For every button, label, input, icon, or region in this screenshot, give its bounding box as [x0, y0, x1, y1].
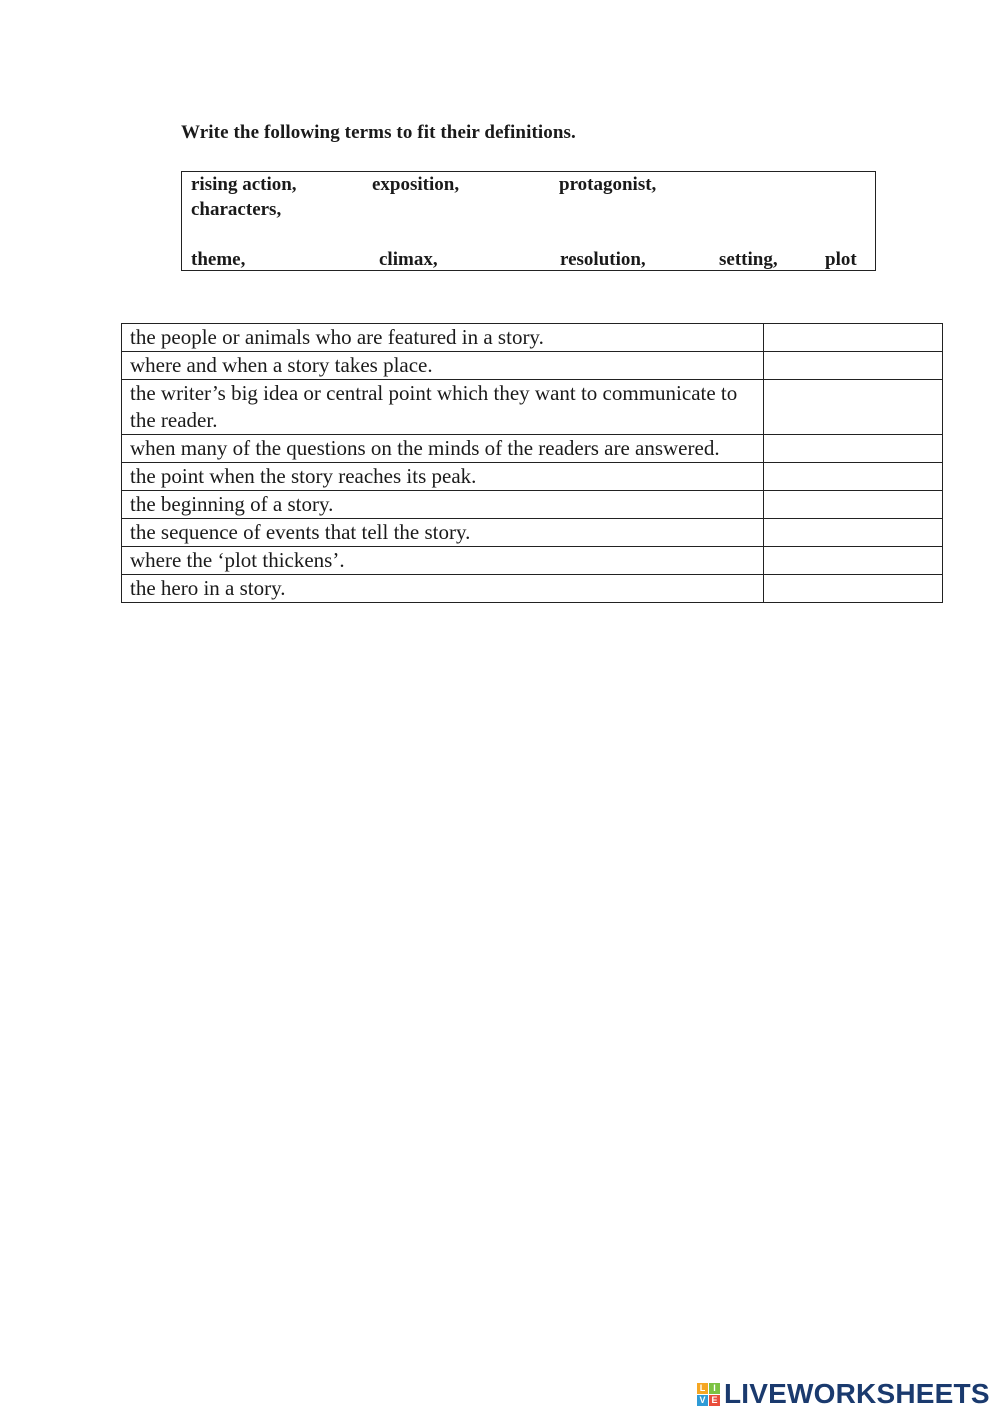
definition-text: the beginning of a story. [122, 491, 764, 519]
logo-mark-cell: V [697, 1395, 708, 1406]
answer-input[interactable] [772, 579, 934, 601]
answer-input[interactable] [772, 467, 934, 489]
logo-mark-cell: L [697, 1383, 708, 1394]
term-theme: theme, [191, 249, 246, 270]
definition-text: where the ‘plot thickens’. [122, 547, 764, 575]
answer-cell[interactable] [764, 380, 943, 435]
definition-text: the writer’s big idea or central point which they want to communicate to the reader. [122, 380, 764, 435]
logo-mark-cell: I [709, 1383, 720, 1394]
answer-input[interactable] [772, 439, 934, 461]
table-row [122, 547, 943, 575]
word-bank-box [181, 171, 876, 271]
answer-cell[interactable] [764, 491, 943, 519]
definition-text: the sequence of events that tell the story. [122, 519, 764, 547]
table-row [122, 463, 943, 491]
answer-input[interactable] [772, 495, 934, 517]
answer-cell[interactable] [764, 352, 943, 380]
answer-cell[interactable] [764, 547, 943, 575]
answer-cell[interactable] [764, 324, 943, 352]
answer-cell[interactable] [764, 463, 943, 491]
term-setting: setting, [719, 249, 778, 270]
term-protagonist: protagonist, [559, 174, 657, 195]
answer-input[interactable] [772, 356, 934, 378]
definition-text: when many of the questions on the minds of the readers are answered. [122, 435, 764, 463]
answer-input[interactable] [772, 328, 934, 350]
definition-text: the point when the story reaches its peak. [122, 463, 764, 491]
table-row [122, 352, 943, 380]
liveworksheets-logo [697, 1378, 990, 1410]
table-row [122, 324, 943, 352]
table-row [122, 519, 943, 547]
answer-input[interactable] [772, 551, 934, 573]
logo-text: LIVEWORKSHEETS [724, 1378, 990, 1409]
term-characters: characters, [191, 199, 282, 220]
term-exposition: exposition, [372, 174, 460, 195]
answer-input[interactable] [772, 523, 934, 545]
term-plot: plot [825, 249, 857, 270]
term-climax: climax, [379, 249, 438, 270]
definition-text: the people or animals who are featured in a story. [122, 324, 764, 352]
table-row [122, 380, 943, 435]
term-resolution: resolution, [560, 249, 646, 270]
definitions-table [121, 323, 943, 603]
definition-text: where and when a story takes place. [122, 352, 764, 380]
logo-mark-icon [697, 1383, 720, 1406]
answer-cell[interactable] [764, 575, 943, 603]
table-row [122, 435, 943, 463]
table-row [122, 491, 943, 519]
answer-cell[interactable] [764, 519, 943, 547]
logo-mark-cell: E [709, 1395, 720, 1406]
definition-text: the hero in a story. [122, 575, 764, 603]
answer-input[interactable] [772, 384, 934, 406]
table-row [122, 575, 943, 603]
instruction-heading: Write the following terms to fit their definitions. [181, 122, 576, 143]
term-rising-action: rising action, [191, 174, 297, 195]
answer-cell[interactable] [764, 435, 943, 463]
